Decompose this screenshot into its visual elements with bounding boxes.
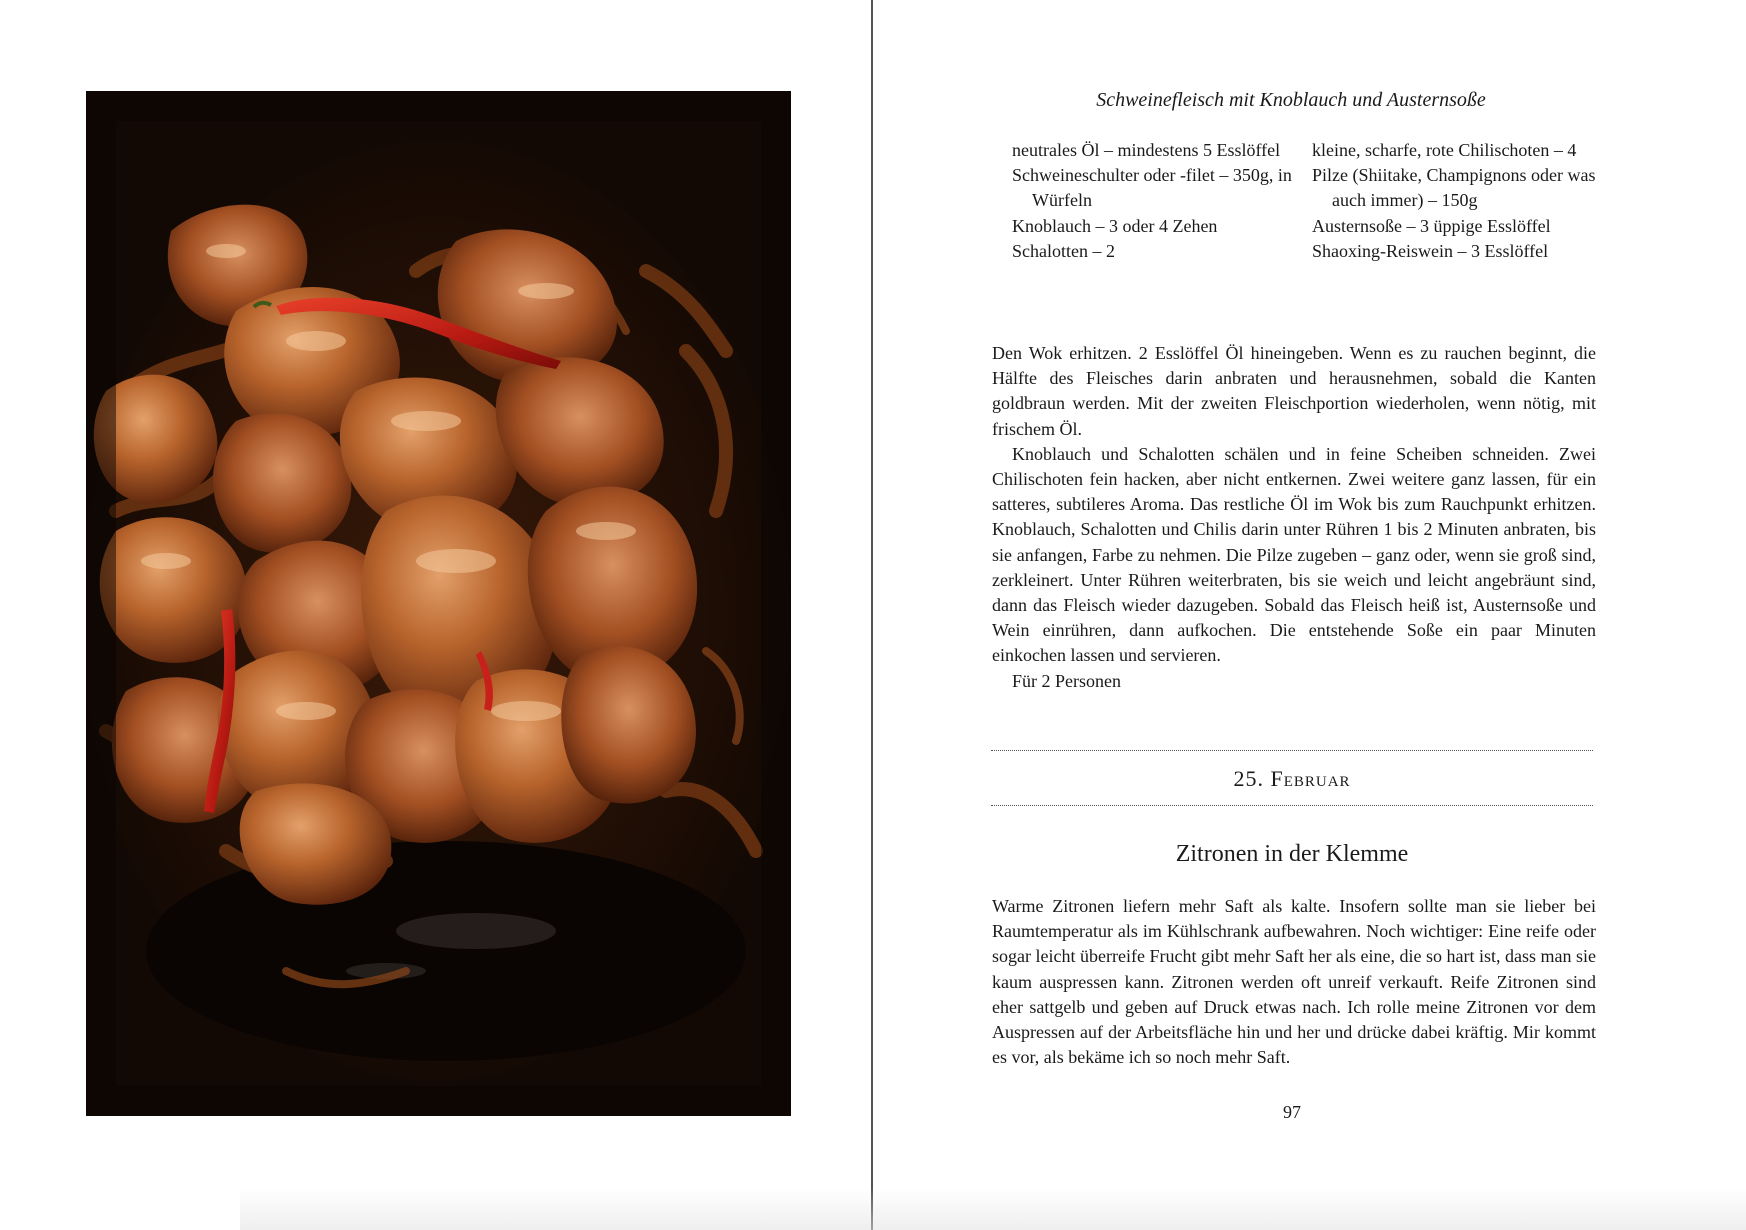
ingredients-right-column — [1312, 138, 1602, 264]
page-shadow — [240, 1188, 1746, 1230]
ingredient: kleine, scharfe, rote Chilischoten – 4 — [1312, 140, 1577, 160]
ingredients-left-column — [1012, 138, 1302, 264]
ingredient: Schalotten – 2 — [1012, 240, 1115, 261]
ingredient: Schweineschulter oder -filet – 350g, in Würfeln — [1012, 165, 1292, 211]
wok-dish-photo — [86, 91, 791, 1116]
running-head: Schweinefleisch mit Knoblauch und Austernsoße — [1096, 89, 1486, 111]
dotted-rule-bottom — [991, 805, 1593, 806]
ingredient: Knoblauch – 3 oder 4 Zehen — [1012, 215, 1218, 236]
dotted-rule-top — [991, 750, 1593, 751]
serves-note: Für 2 Personen — [1012, 670, 1121, 691]
ingredient: Austernsoße – 3 üppige Esslöffel — [1312, 215, 1551, 236]
date-heading: 25. Februar — [1233, 766, 1351, 791]
ingredient: neutrales Öl – mindestens 5 Esslöffel — [1012, 140, 1281, 160]
book-gutter — [871, 0, 873, 1230]
method-paragraph: Knoblauch und Schalotten schälen und in feine Scheiben schneiden. Zwei Chilischoten fein hacken, aber nicht entkernen. Zwei weitere ganz lassen, für ein satteres, subtileres Aroma. Das restliche Öl im Wok bis zum Rauchpunkt erhitzen. Knoblauch, Schalotten und Chilis darin unter Rühren 1 bis 2 Minuten anbraten, bis sie anfangen, Farbe zu nehmen. Die Pilze zugeben – ganz oder, wenn sie groß sind, zerkleinert. Unter Rühren weiterbraten, bis sie weich und leicht angebräunt sind, dann das Fleisch wieder dazugeben. Sobald das Fleisch heiß ist, Austernsoße und Wein einrühren, dann aufkochen. Die entstehende Soße ein paar Minuten einkochen lassen und servieren. — [992, 443, 1596, 666]
method-paragraph: Den Wok erhitzen. 2 Esslöffel Öl hineingeben. Wenn es zu rauchen beginnt, die Hälfte des Fleisches darin anbraten und herausnehmen, sobald die Kanten goldbraun werden. Mit der zweiten Fleischportion wiederholen, wenn nötig, mit frischem Öl. — [992, 343, 1596, 439]
ingredient: Pilze (Shiitake, Champignons oder was auch immer) – 150g — [1312, 165, 1596, 211]
entry-paragraph: Warme Zitronen liefern mehr Saft als kalte. Insofern sollte man sie lieber bei Raumtemperatur als im Kühlschrank aufbewahren. Noch wichtiger: Eine reife oder sogar leicht überreife Frucht gibt mehr Saft her als eine, die so hart ist, dass man sie kaum auspressen kann. Zitronen werden oft unreif verkauft. Reife Zitronen sind eher sattgelb und geben auf Druck etwas nach. Ich rolle meine Zitronen vor dem Auspressen auf der Arbeitsfläche hin und her und drücke dabei kräftig. Mir kommt es vor, als bekäme ich so noch mehr Saft. — [992, 896, 1596, 1068]
section-title: Zitronen in der Klemme — [1175, 841, 1409, 867]
recipe-method — [992, 341, 1596, 694]
ingredient: Shaoxing-Reiswein – 3 Esslöffel — [1312, 240, 1549, 261]
page-number: 97 — [1283, 1102, 1301, 1122]
lemon-entry-text — [992, 894, 1596, 1070]
